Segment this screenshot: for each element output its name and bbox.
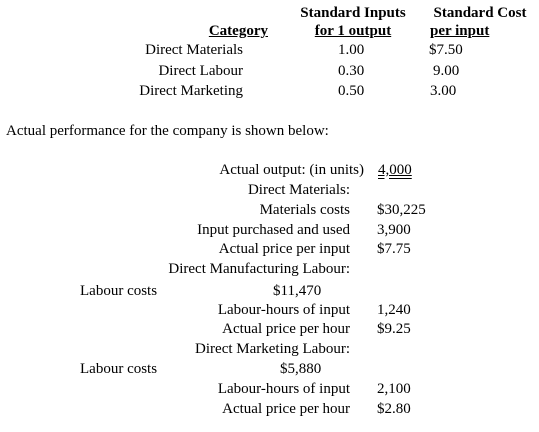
row-category: Direct Marketing bbox=[139, 83, 243, 99]
header-standard-cost-line2: per input bbox=[430, 23, 490, 39]
row-standard-inputs: 0.30 bbox=[338, 63, 365, 79]
direct-materials-heading: Direct Materials: bbox=[247, 182, 350, 198]
row-standard-cost: 9.00 bbox=[433, 63, 460, 79]
manufacturing-labour-price-label: Actual price per hour bbox=[222, 321, 350, 337]
direct-marketing-labour-heading: Direct Marketing Labour: bbox=[195, 341, 350, 357]
input-purchased-label: Input purchased and used bbox=[197, 222, 350, 238]
marketing-labour-hours-label: Labour-hours of input bbox=[217, 381, 350, 397]
row-standard-cost: $7.50 bbox=[429, 42, 463, 58]
row-category: Direct Labour bbox=[158, 63, 243, 79]
row-category: Direct Materials bbox=[145, 42, 243, 58]
direct-manufacturing-labour-heading: Direct Manufacturing Labour: bbox=[168, 261, 350, 277]
input-purchased-value: 3,900 bbox=[377, 222, 411, 238]
marketing-labour-hours-value: 2,100 bbox=[377, 381, 411, 397]
manufacturing-labour-hours-value: 1,240 bbox=[377, 302, 411, 318]
manufacturing-labour-costs-label: Labour costs bbox=[80, 283, 158, 299]
header-standard-inputs-line2: for 1 output bbox=[314, 23, 392, 39]
row-standard-inputs: 0.50 bbox=[338, 83, 365, 99]
materials-costs-value: $30,225 bbox=[377, 202, 426, 218]
materials-costs-label: Materials costs bbox=[259, 202, 350, 218]
manufacturing-labour-price-value: $9.25 bbox=[377, 321, 411, 337]
materials-price-value: $7.75 bbox=[377, 241, 411, 257]
intro-text: Actual performance for the company is shown below: bbox=[6, 123, 329, 139]
marketing-labour-costs-value: $5,880 bbox=[280, 361, 322, 377]
manufacturing-labour-costs-value: $11,470 bbox=[273, 283, 322, 299]
marketing-labour-price-value: $2.80 bbox=[377, 401, 411, 417]
actual-output-label: Actual output: (in units) bbox=[219, 162, 364, 178]
marketing-labour-costs-label: Labour costs bbox=[80, 361, 158, 377]
header-standard-inputs-line1: Standard Inputs bbox=[300, 5, 406, 21]
header-standard-cost-line1: Standard Cost bbox=[433, 5, 527, 21]
materials-price-label: Actual price per input bbox=[218, 241, 350, 257]
row-standard-inputs: 1.00 bbox=[338, 42, 365, 58]
header-category: Category bbox=[208, 23, 268, 39]
actual-output-value: 4,000 bbox=[378, 162, 412, 178]
row-standard-cost: 3.00 bbox=[430, 83, 457, 99]
manufacturing-labour-hours-label: Labour-hours of input bbox=[217, 302, 350, 318]
marketing-labour-price-label: Actual price per hour bbox=[222, 401, 350, 417]
